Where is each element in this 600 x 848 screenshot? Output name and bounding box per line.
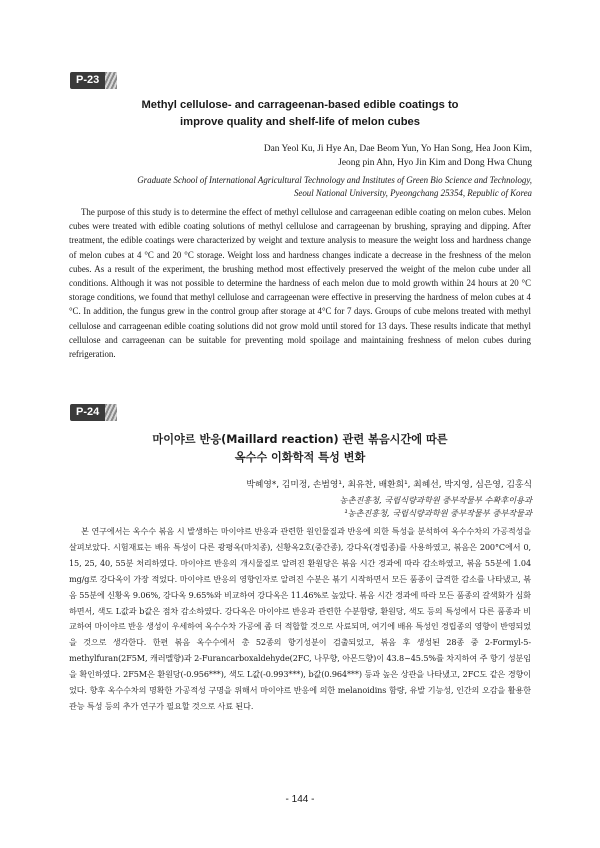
paper-title-line: 옥수수 이화학적 특성 변화 — [234, 451, 366, 464]
paper-title — [70, 97, 530, 131]
paper-abstract: 본 연구에서는 옥수수 볶음 시 발생하는 마이야르 반응과 관련한 원인물질과 반응에 의한 특성을 분석하여 옥수수차의 가공적성을 살펴보았다. 시험재료는 배유 특성이 다른 광평옥(마치종), 신황옥2호(중간종), 강다옥(경립종)를 사용하였고, 볶음은 200°C에서 0, 15, 25, 40, 55분 처리하였다. 마이야르 반응의 개시물질로 알려진 환원당은 볶음 시간 경과에 따라 감소하였고, 볶음 55분에 1.04 mg/g로 강다옥이 가장 적었다. 마이야르 반응의 영향인자로 알려진 수분은 볶기 시작하면서 모든 품종이 급격한 감소를 나타냈고, 볶음 55분에 신황옥 9.06%, 강다옥 9.65%와 비교하여 강다옥은 11.46%로 높았다. 볶음 시간 경과에 따라 모든 품종의 갈색화가 심화하면서, 색도 L값과 b값은 점차 감소하였다. 강다옥은 마이야르 반응과 관련한 수분함량, 환원당, 색도 등의 특성에서 다른 품종과 비교하여 마이야르 반응 생성이 우세하여 옥수수차 가공에 좀 더 적합할 것으로 사료되며, 여기에 배유 특성인 경립종의 영향이 반영되었을 것으로 생각한다. 한편 볶음 옥수수에서 총 52종의 향기성분이 검출되었고, 볶음 후 생성된 28종 중 2-Formyl-5-methylfuran(2F5M, 캐러멜향)과 2-Furancarboxaldehyde(2FC, 나무향, 아몬드향)이 43.8~45.5%를 차지하여 주 향기 성분임을 확인하였다. 2F5M은 환원당(-0.956***), 색도 L값(-0.993***), b값(0.964***) 등과 높은 상관을 나타냈고, 2FC도 같은 경향이었다. 향후 옥수수차의 명확한 가공적성 구명을 위해서 마이야르 반응에 의한 melanoidins 함량, 유발 기능성, 인간의 오감을 활용한 관능 특성 등의 추가 연구가 필요할 것으로 사료 된다. — [69, 526, 531, 711]
affiliation-line: Seoul National University, Pyeongchang 25354, Republic of Korea — [293, 187, 532, 198]
affiliation-line: Graduate School of International Agricultural Technology and Institutes of Green Bio Science and Technology, — [137, 175, 532, 185]
authors-line: Jeong pin Ahn, Hyo Jin Kim and Dong Hwa Chung — [338, 158, 532, 168]
paper-tag-label: P-23 — [70, 72, 105, 89]
paper-authors — [112, 142, 532, 170]
paper-tag-label: P-24 — [70, 404, 105, 421]
paper-abstract: The purpose of this study is to determine the effect of methyl cellulose and carrageenan edible coating on melon cubes. Melon cubes were treated with edible coating solutions of methyl cellulose and carrageenan by brushing, spraying and dipping. After treatment, the edible coatings were characterized by weight and texture analysis to measure the weight loss and hardness change of melon cubes at 4 °C and 20 °C storage. Weight loss and hardness changes indicate a decrease in the freshness of the melon cubes. As a result of the experiment, the brushing method most effectively preserved the weight of the melon cube under all conditions. Although it was not possible to determine the hardness of each melon due to mold growth within 24 hours at 20 °C storage conditions, we found that methyl cellulose and carrageenan were effective in preserving the hardness of melon cubes at 4 °C. In addition, the fungus grew in the control group after storage at 4°C for 7 days. Groups of cube melons treated with methyl cellulose and carrageenan edible coating solutions did not grow mold until stored for 13 days. These results indicate that methyl cellulose and carrageenan can be suitable for preventing mold spoilage and maintaining freshness of melon cubes during refrigeration. — [69, 207, 531, 360]
tag-stripe-decoration — [105, 404, 117, 421]
affiliation-line: ¹농촌진흥청, 국립식량과학원 중부작물부 중부작물과 — [344, 507, 532, 518]
page-number: - 144 - — [285, 794, 315, 805]
paper-affiliation — [112, 494, 532, 519]
paper-tag — [70, 72, 120, 89]
tag-stripe-decoration — [105, 72, 117, 89]
authors-line: Dan Yeol Ku, Ji Hye An, Dae Beom Yun, Yo Han Song, Hea Joon Kim, — [263, 144, 532, 154]
paper-tag — [70, 404, 120, 421]
affiliation-line: 농촌진흥청, 국립식량과학원 중부작물부 수확후이용과 — [339, 495, 532, 505]
paper-affiliation — [62, 174, 532, 199]
authors-line: 박혜영*, 김미정, 손범영¹, 최유찬, 배환희¹, 최혜선, 박지영, 심은영, 김홍식 — [246, 480, 532, 490]
paper-title — [70, 431, 530, 467]
paper-authors — [132, 478, 532, 492]
paper-title-line: Methyl cellulose- and carrageenan-based edible coatings to — [141, 99, 459, 111]
paper-title-line: improve quality and shelf-life of melon cubes — [180, 116, 420, 128]
paper-title-line: 마이야르 반응(Maillard reaction) 관련 볶음시간에 따른 — [152, 433, 448, 446]
